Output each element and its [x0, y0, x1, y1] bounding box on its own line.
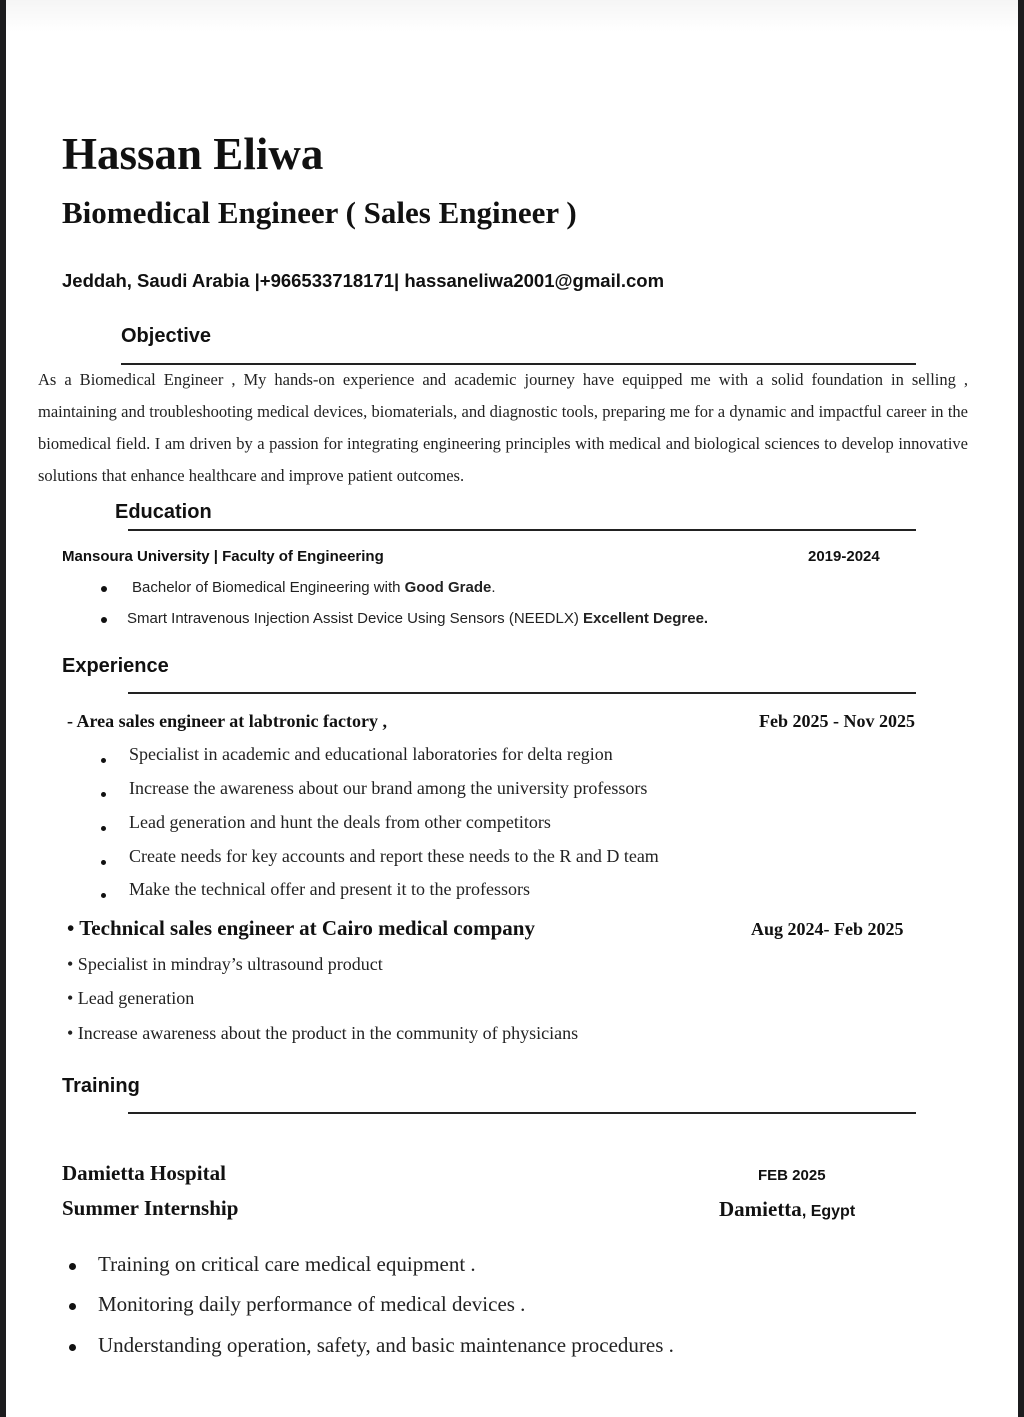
job-1-item: Increase the awareness about our brand among the university professors	[129, 778, 648, 798]
bullet-icon	[69, 1263, 76, 1270]
top-shadow	[6, 0, 1018, 32]
education-item	[127, 610, 708, 627]
training-country: , Egypt	[801, 1203, 856, 1220]
education-item-text: Bachelor of Biomedical Engineering with	[132, 579, 405, 596]
training-divider	[128, 1112, 916, 1114]
education-item	[132, 579, 496, 596]
education-item-bold: Excellent Degree.	[583, 610, 709, 627]
job-2-item: • Increase awareness about the product in the community of physicians	[67, 1023, 579, 1043]
education-institution: Mansoura University | Faculty of Engineering	[62, 548, 384, 565]
job-title-1: - Area sales engineer at labtronic factory ,	[67, 711, 387, 731]
bullet-icon	[101, 617, 107, 623]
training-item: Monitoring daily performance of medical devices .	[98, 1292, 526, 1316]
education-item-text: Smart Intravenous Injection Assist Device Using Sensors (NEEDLX)	[127, 610, 584, 627]
education-years: 2019-2024	[808, 548, 880, 565]
candidate-name: Hassan Eliwa	[62, 129, 324, 179]
bullet-icon	[69, 1344, 76, 1351]
section-heading-education: Education	[115, 501, 212, 523]
training-item: Understanding operation, safety, and basic maintenance procedures .	[98, 1333, 674, 1357]
training-city: Damietta	[719, 1197, 802, 1221]
training-location	[719, 1197, 855, 1222]
job-dates-1: Feb 2025 - Nov 2025	[759, 711, 915, 731]
bullet-icon	[69, 1303, 76, 1310]
section-heading-training: Training	[62, 1075, 140, 1097]
training-role: Summer Internship	[62, 1196, 239, 1220]
section-heading-experience: Experience	[62, 655, 169, 677]
job-2-item: • Lead generation	[67, 988, 195, 1008]
contact-info: Jeddah, Saudi Arabia |+966533718171| hassaneliwa2001@gmail.com	[62, 270, 665, 291]
education-item-suffix: .	[491, 579, 496, 596]
resume-page	[6, 0, 1018, 1417]
job-title-2: • Technical sales engineer at Cairo medical company	[67, 916, 535, 940]
job-1-item: Lead generation and hunt the deals from other competitors	[129, 812, 551, 832]
bullet-icon	[101, 758, 106, 763]
section-heading-objective: Objective	[121, 325, 212, 347]
bullet-icon	[101, 826, 106, 831]
job-1-item: Make the technical offer and present it to the professors	[129, 879, 531, 899]
bullet-icon	[101, 860, 106, 865]
job-title: Biomedical Engineer ( Sales Engineer )	[62, 195, 577, 230]
education-item-bold: Good Grade	[404, 579, 492, 596]
bullet-icon	[101, 792, 106, 797]
experience-divider	[128, 692, 916, 694]
training-item: Training on critical care medical equipment .	[98, 1252, 476, 1276]
objective-text: As a Biomedical Engineer , My hands-on experience and academic journey have equipped me with a solid foundation in selling , maintaining and troubleshooting medical devices, biomaterials, and diagnostic tools, preparing me for a dynamic and impactful career in the biomedical field. I am driven by a passion for integrating engineering principles with medical and biological sciences to develop innovative solutions that enhance healthcare and improve patient outcomes.	[38, 370, 968, 485]
job-1-item: Specialist in academic and educational laboratories for delta region	[129, 744, 613, 764]
job-2-item: • Specialist in mindray’s ultrasound product	[67, 954, 383, 974]
training-place: Damietta Hospital	[62, 1161, 226, 1185]
job-dates-2: Aug 2024- Feb 2025	[751, 919, 904, 939]
bullet-icon	[101, 893, 106, 898]
education-divider	[128, 529, 916, 531]
bullet-icon	[101, 586, 107, 592]
job-1-item: Create needs for key accounts and report these needs to the R and D team	[129, 846, 659, 866]
training-date: FEB 2025	[758, 1167, 826, 1184]
